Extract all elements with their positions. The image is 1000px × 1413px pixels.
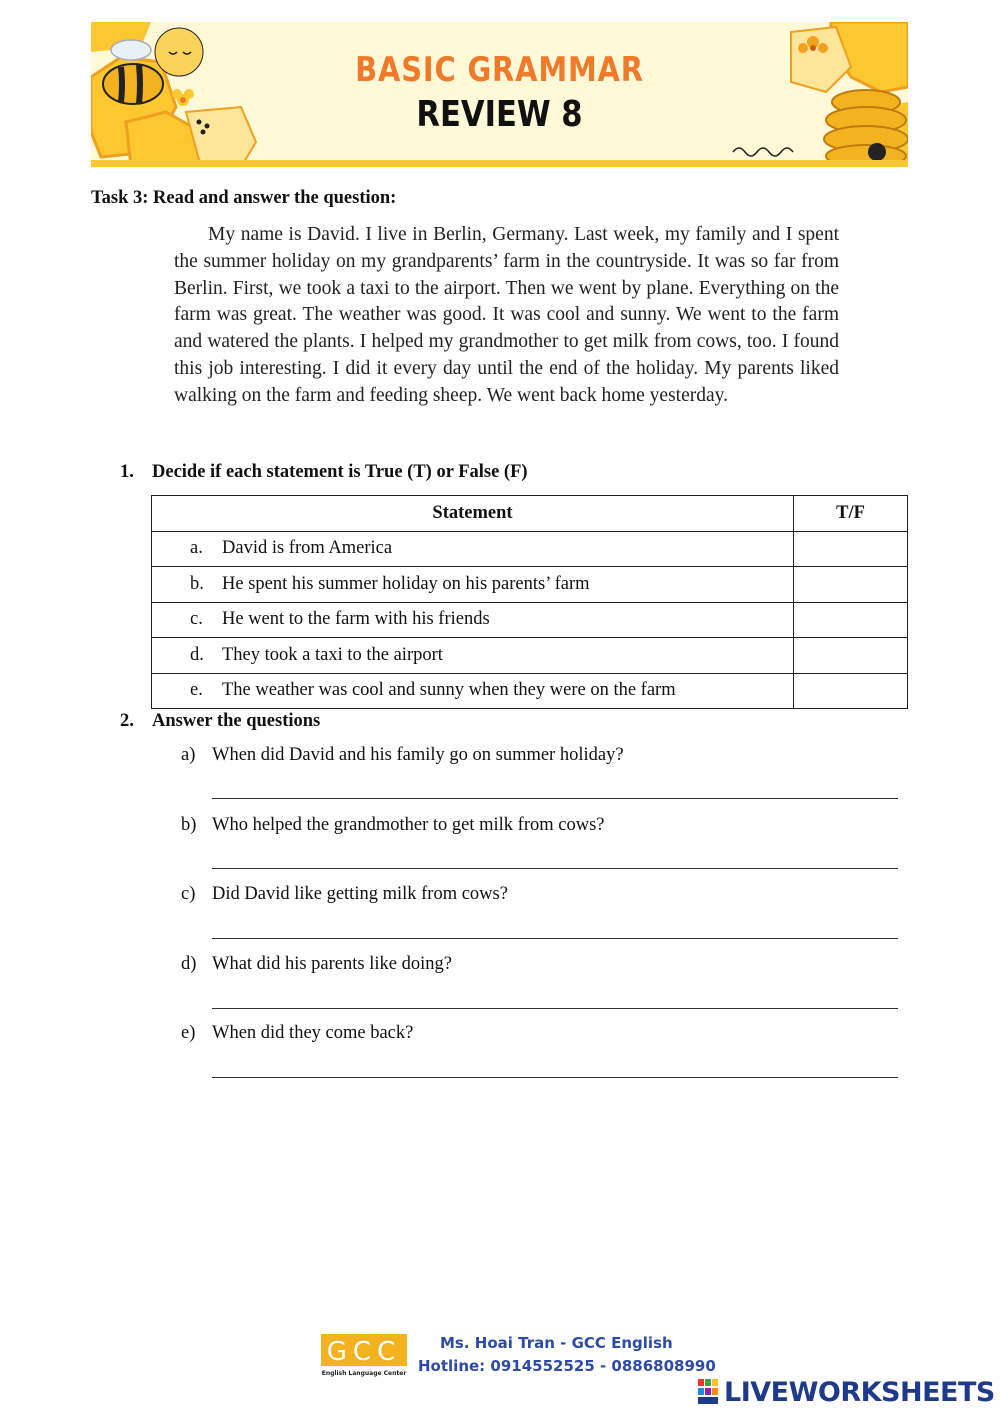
liveworksheets-logo-icon [698, 1379, 720, 1405]
statement-text: David is from America [222, 538, 393, 559]
answer-cell[interactable] [794, 531, 908, 567]
question-item [181, 815, 605, 836]
table-row [152, 567, 908, 603]
question-text: What did his parents like doing? [212, 954, 452, 974]
statement-text: They took a taxi to the airport [222, 644, 443, 665]
answer-line[interactable] [212, 868, 898, 869]
column-header: Statement [152, 496, 794, 532]
table-row [152, 638, 908, 674]
statement-text: He spent his summer holiday on his parents’ farm [222, 573, 590, 594]
hotline: Hotline: 0914552525 - 0886808990 [418, 1357, 716, 1375]
question-item [181, 1023, 413, 1044]
answer-line[interactable] [212, 798, 898, 799]
question-letter: e) [181, 1023, 196, 1043]
question-letter: a) [181, 745, 196, 765]
question-item [181, 745, 624, 766]
logo-text: GCC [326, 1337, 402, 1367]
table-row [152, 602, 908, 638]
statement-cell [152, 531, 794, 567]
statement-cell [152, 638, 794, 674]
question-letter: d) [181, 954, 197, 974]
statement-letter: b. [190, 573, 204, 594]
task-heading: Task 3: Read and answer the question: [91, 188, 397, 208]
true-false-table [151, 495, 908, 709]
statement-letter: e. [190, 680, 203, 701]
statement-letter: c. [190, 609, 203, 630]
page-subtitle: REVIEW 8 [416, 94, 583, 135]
statement-cell [152, 673, 794, 709]
answer-cell[interactable] [794, 567, 908, 603]
statement-cell [152, 567, 794, 603]
answer-cell[interactable] [794, 673, 908, 709]
answer-line[interactable] [212, 1008, 898, 1009]
answer-line[interactable] [212, 1077, 898, 1078]
question-item [181, 884, 508, 905]
question-text: Did David like getting milk from cows? [212, 884, 508, 904]
reading-passage: My name is David. I live in Berlin, Germany. Last week, my family and I spent the summer holiday on my grandparents’ farm in the countryside. It was so far from Berlin. First, we took a taxi to the airport. Then we went by plane. Everything on the farm was great. The weather was good. It was cool and sunny. We went to the farm and watered the plants. I helped my grandmother to get milk from cows, too. I found this job interesting. I did it every day until the end of the holiday. My parents liked walking on the farm and feeding sheep. We went back home yesterday. [174, 224, 839, 406]
question-letter: b) [181, 815, 197, 835]
page-title: BASIC GRAMMAR [355, 50, 644, 90]
tutor-name: Ms. Hoai Tran - GCC English [440, 1334, 673, 1352]
column-header: T/F [794, 496, 908, 532]
question-text: When did David and his family go on summer holiday? [212, 745, 624, 765]
section-number: 1. [120, 462, 134, 482]
section-heading: Decide if each statement is True (T) or False (F) [152, 462, 528, 482]
question-item [181, 954, 452, 975]
table-row [152, 531, 908, 567]
table-header-row [152, 496, 908, 532]
table-row [152, 673, 908, 709]
answer-cell[interactable] [794, 602, 908, 638]
statement-text: He went to the farm with his friends [222, 609, 490, 630]
section-heading: Answer the questions [152, 711, 321, 731]
gcc-logo [321, 1334, 407, 1378]
question-text: Who helped the grandmother to get milk from cows? [212, 815, 605, 835]
statement-letter: d. [190, 644, 204, 665]
question-text: When did they come back? [212, 1023, 414, 1043]
answer-line[interactable] [212, 938, 898, 939]
answer-cell[interactable] [794, 638, 908, 674]
statement-letter: a. [190, 538, 203, 559]
statement-text: The weather was cool and sunny when they were on the farm [222, 680, 676, 701]
logo-subtext: English Language Center [321, 1370, 407, 1377]
watermark: LIVEWORKSHEETS [724, 1377, 995, 1408]
header-banner [91, 22, 908, 167]
question-letter: c) [181, 884, 196, 904]
statement-cell [152, 602, 794, 638]
section-number: 2. [120, 711, 134, 731]
